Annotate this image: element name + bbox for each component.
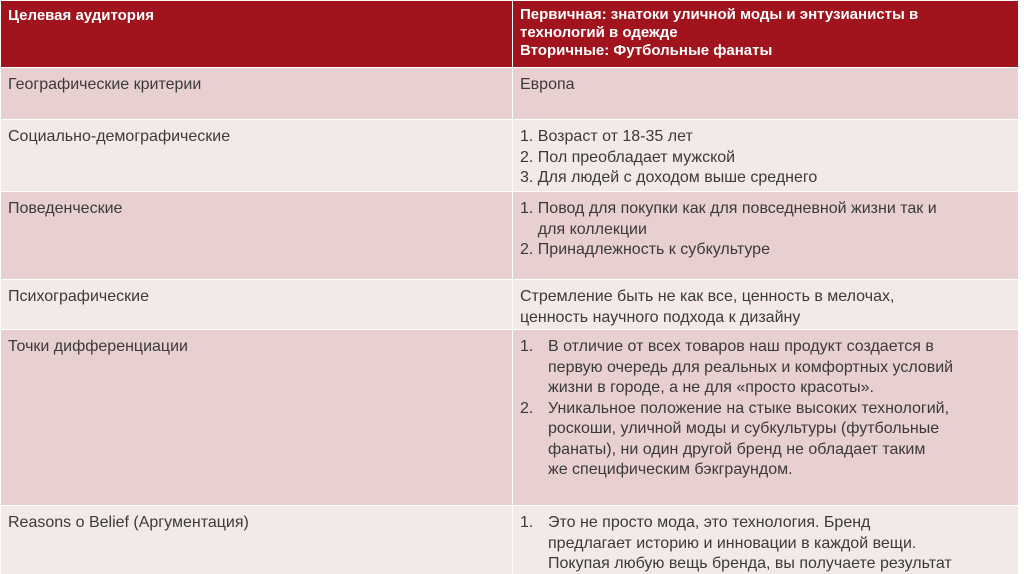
row-value bbox=[513, 192, 1019, 280]
table-row bbox=[1, 68, 1019, 120]
row-value bbox=[513, 330, 1019, 506]
row-value bbox=[513, 506, 1019, 574]
table-header-row bbox=[1, 1, 1019, 68]
row-label: Поведенческие bbox=[1, 192, 513, 280]
row-label: Социально-демографические bbox=[1, 120, 513, 192]
header-line: Вторичные: Футбольные фанаты bbox=[520, 42, 773, 59]
list-item: 3. Для людей с доходом выше среднего bbox=[520, 169, 818, 186]
list-item: 2. Принадлежность к субкультуре bbox=[520, 241, 770, 258]
list-item: 2. Уникальное положение на стыке высоких технологий, роскоши, уличной моды и субкультуры (футбольные фанаты), ни один другой бренд не обладает таким же специфическим бэкграундом. bbox=[520, 399, 950, 478]
list-item: 1. В отличие от всех товаров наш продукт создается в первую очередь для реальных и комфортных условий жизни в городе, а не для «просто красоты». bbox=[520, 338, 954, 396]
header-target-audience: Целевая аудитория bbox=[1, 1, 513, 68]
list-item: 1. Возраст от 18-35 лет bbox=[520, 128, 693, 145]
row-value: Европа bbox=[513, 68, 1019, 120]
table-row bbox=[1, 120, 1019, 192]
table-row bbox=[1, 330, 1019, 506]
row-label: Точки дифференциации bbox=[1, 330, 513, 506]
table-row bbox=[1, 192, 1019, 280]
list-item: 1. Повод для покупки как для повседневной жизни так и bbox=[520, 200, 937, 217]
row-label: Reasons o Belief (Аргументация) bbox=[1, 506, 513, 574]
table-row bbox=[1, 280, 1019, 330]
header-line: Первичная: знатоки уличной моды и энтузианисты в bbox=[520, 6, 919, 23]
table-row bbox=[1, 506, 1019, 574]
list-item: для коллекции bbox=[520, 220, 647, 238]
row-value bbox=[513, 120, 1019, 192]
row-label: Психографические bbox=[1, 280, 513, 330]
list-item: 2. Пол преобладает мужской bbox=[520, 148, 736, 166]
header-audience-description bbox=[513, 1, 1019, 68]
row-value: Стремление быть не как все, ценность в мелочах, ценность научного подхода к дизайну bbox=[513, 280, 1019, 330]
row-label: Географические критерии bbox=[1, 68, 513, 120]
header-line: технологий в одежде bbox=[520, 24, 678, 41]
list-item: 1. Это не просто мода, это технология. Бренд предлагает историю и инновации в каждой вещи. Покупая любую вещь бренда, вы получаете результат bbox=[520, 514, 952, 572]
